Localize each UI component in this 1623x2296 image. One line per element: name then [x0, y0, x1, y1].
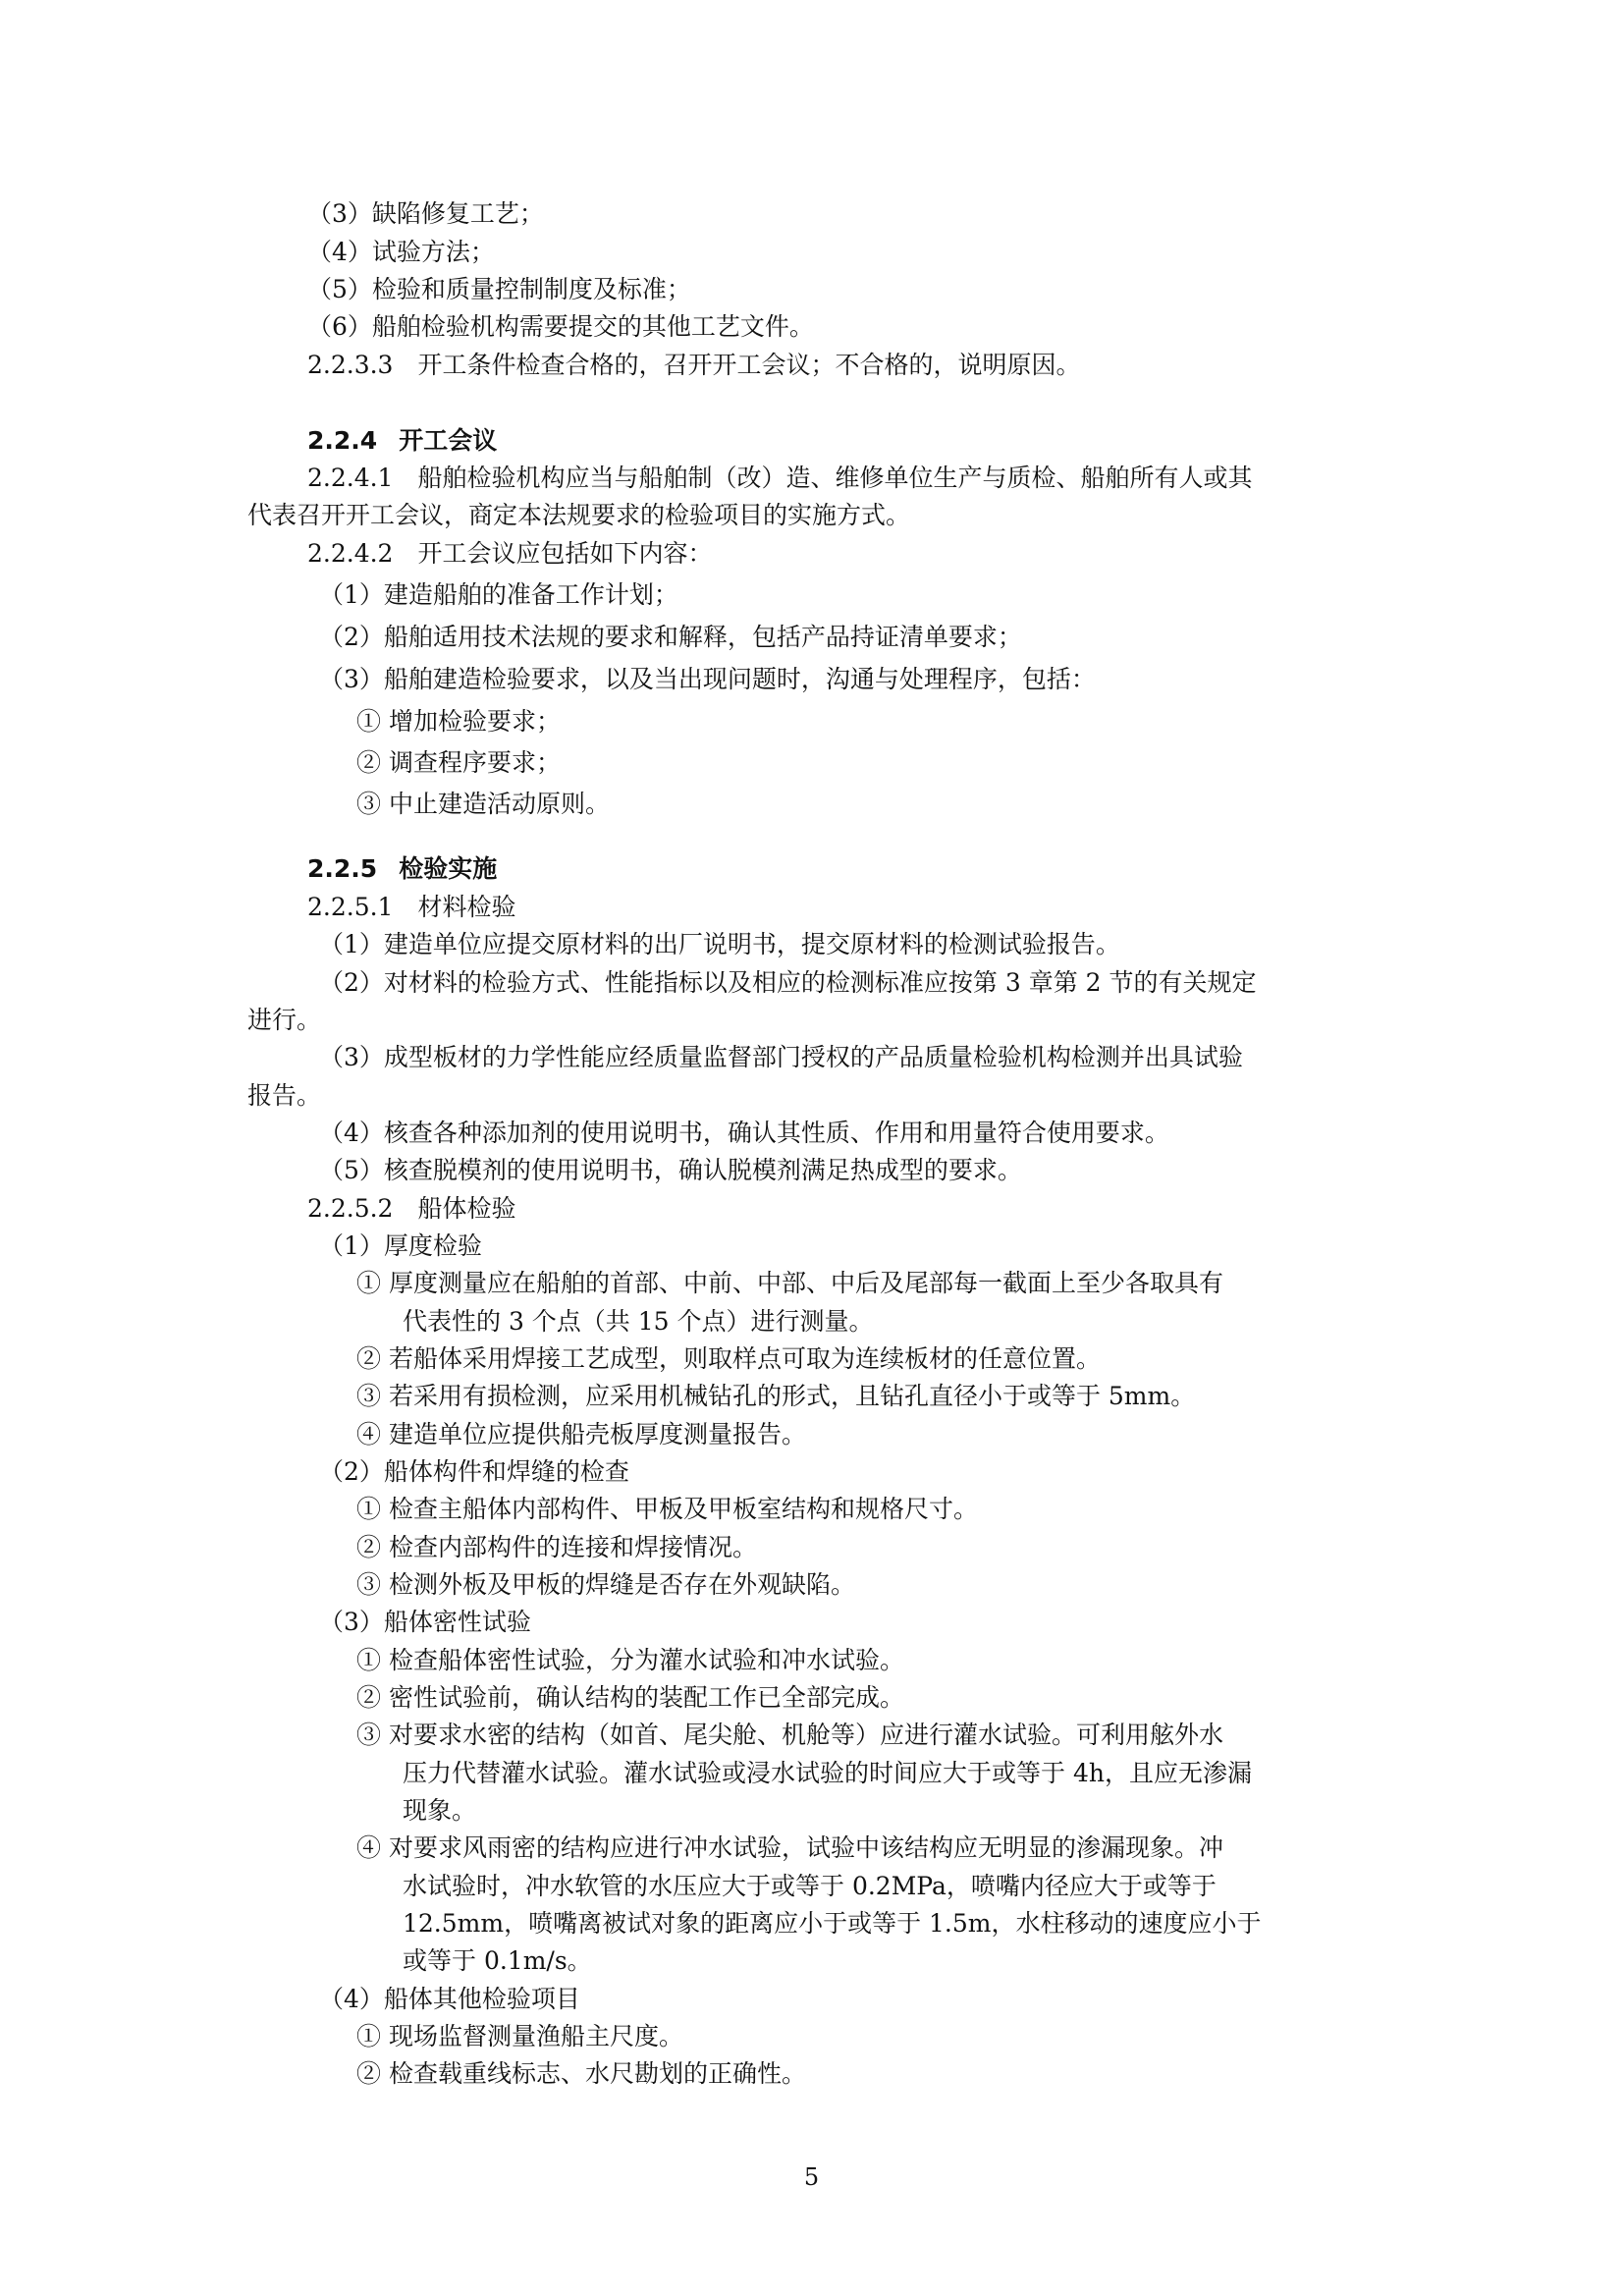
sub-item: ③ 中止建造活动原则。 [356, 790, 610, 818]
list-item: （2）船舶适用技术法规的要求和解释，包括产品持证清单要求； [319, 623, 1022, 651]
section-title: 检验实施 [399, 854, 498, 883]
sub-item-continuation: 或等于 0.1m/s。 [403, 1946, 592, 1975]
sub-item: ① 检查主船体内部构件、甲板及甲板室结构和规格尺寸。 [356, 1495, 978, 1523]
section-number: 2.2.5 [307, 854, 378, 883]
section-title: 开工会议 [399, 426, 498, 455]
sub-item: ③ 若采用有损检测，应采用机械钻孔的形式，且钻孔直径小于或等于 5mm。 [356, 1382, 1196, 1410]
list-item: （5）检验和质量控制制度及标准； [307, 275, 691, 303]
sub-item-continuation: 压力代替灌水试验。灌水试验或浸水试验的时间应大于或等于 4h，且应无渗漏 [403, 1759, 1252, 1787]
list-item: （3）船舶建造检验要求，以及当出现问题时，沟通与处理程序，包括： [319, 665, 1096, 693]
subsection-heading: 2.2.5.1 材料检验 [307, 893, 516, 921]
sub-item: ① 现场监督测量渔船主尺度。 [356, 2022, 683, 2050]
sub-item: ④ 建造单位应提供船壳板厚度测量报告。 [356, 1420, 806, 1449]
page-number: 5 [803, 2163, 820, 2191]
sub-item-continuation: 12.5mm，喷嘴离被试对象的距离应小于或等于 1.5m，水柱移动的速度应小于 [403, 1909, 1262, 1938]
list-item: （4）核查各种添加剂的使用说明书，确认其性质、作用和用量符合使用要求。 [319, 1119, 1169, 1147]
sub-item-continuation: 代表性的 3 个点（共 15 个点）进行测量。 [403, 1307, 874, 1336]
section-number: 2.2.4 [307, 426, 378, 455]
sub-item: ① 厚度测量应在船舶的首部、中前、中部、中后及尾部每一截面上至少各取具有 [356, 1269, 1223, 1297]
list-item: （6）船舶检验机构需要提交的其他工艺文件。 [307, 312, 814, 341]
sub-item: ② 调查程序要求； [356, 748, 561, 777]
sub-item-continuation: 水试验时，冲水软管的水压应大于或等于 0.2MPa，喷嘴内径应大于或等于 [403, 1872, 1217, 1900]
sub-item: ② 若船体采用焊接工艺成型，则取样点可取为连续板材的任意位置。 [356, 1344, 1101, 1373]
sub-item: ③ 检测外板及甲板的焊缝是否存在外观缺陷。 [356, 1570, 855, 1599]
sub-item-continuation: 现象。 [403, 1796, 477, 1825]
subsection-heading: 2.2.5.2 船体检验 [307, 1194, 516, 1223]
list-item: （3）缺陷修复工艺； [307, 199, 544, 228]
paragraph: 2.2.4.1 船舶检验机构应当与船舶制（改）造、维修单位生产与质检、船舶所有人或其 [307, 464, 1253, 492]
sub-item: ② 密性试验前，确认结构的装配工作已全部完成。 [356, 1683, 904, 1712]
sub-item: ① 增加检验要求； [356, 707, 561, 736]
paragraph-continuation: 报告。 [247, 1081, 322, 1110]
section-heading-2-2-4 [307, 422, 1446, 460]
paragraph-continuation: 进行。 [247, 1006, 322, 1034]
list-item: （1）厚度检验 [319, 1231, 482, 1260]
list-item: （1）建造船舶的准备工作计划； [319, 580, 678, 609]
sub-item: ② 检查载重线标志、水尺勘划的正确性。 [356, 2059, 806, 2088]
list-item: （2）对材料的检验方式、性能指标以及相应的检测标准应按第 3 章第 2 节的有关规定 [319, 968, 1257, 997]
list-item: （1）建造单位应提交原材料的出厂说明书，提交原材料的检测试验报告。 [319, 930, 1120, 958]
list-item: （3）船体密性试验 [319, 1608, 531, 1636]
paragraph-continuation: 代表召开开工会议，商定本法规要求的检验项目的实施方式。 [247, 501, 911, 529]
list-item: （4）船体其他检验项目 [319, 1985, 580, 2013]
list-item: （2）船体构件和焊缝的检查 [319, 1457, 629, 1486]
list-item: （3）成型板材的力学性能应经质量监督部门授权的产品质量检验机构检测并出具试验 [319, 1043, 1243, 1071]
paragraph: 2.2.4.2 开工会议应包括如下内容： [307, 539, 713, 568]
sub-item: ② 检查内部构件的连接和焊接情况。 [356, 1533, 757, 1561]
sub-item: ① 检查船体密性试验，分为灌水试验和冲水试验。 [356, 1646, 904, 1674]
list-item: （4）试验方法； [307, 238, 495, 266]
sub-item: ④ 对要求风雨密的结构应进行冲水试验，试验中该结构应无明显的渗漏现象。冲 [356, 1833, 1223, 1862]
sub-item: ③ 对要求水密的结构（如首、尾尖舱、机舱等）应进行灌水试验。可利用舷外水 [356, 1721, 1223, 1749]
section-heading-2-2-5 [307, 850, 1446, 888]
list-item: （5）核查脱模剂的使用说明书，确认脱模剂满足热成型的要求。 [319, 1156, 1022, 1184]
paragraph: 2.2.3.3 开工条件检查合格的，召开开工会议；不合格的，说明原因。 [307, 351, 1081, 379]
